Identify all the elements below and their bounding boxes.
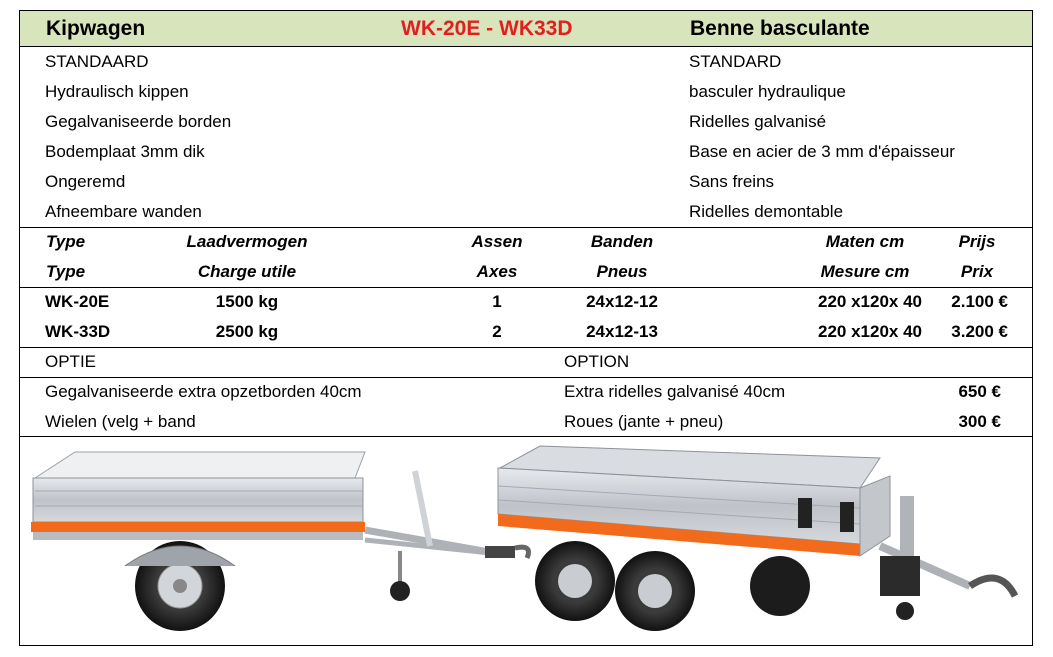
- divider: [20, 287, 1032, 288]
- divider: [20, 227, 1032, 228]
- header-bar: [20, 11, 1032, 47]
- row-type: WK-33D: [45, 322, 111, 341]
- standard-nl-4: Ongeremd: [45, 172, 126, 191]
- col-axles-nl: Assen: [471, 232, 523, 251]
- col-tyres-fr: Pneus: [596, 262, 648, 281]
- row-price: 3.200 €: [951, 322, 1008, 341]
- standard-nl-1: Hydraulisch kippen: [45, 82, 189, 101]
- row-load: 2500 kg: [215, 322, 279, 341]
- option-nl: Gegalvaniseerde extra opzetborden 40cm: [45, 382, 362, 401]
- standard-fr-0: STANDARD: [689, 52, 782, 71]
- row-tyres: 24x12-13: [586, 322, 658, 341]
- product-sheet: [19, 10, 1033, 646]
- row-price: 2.100 €: [951, 292, 1008, 311]
- product-photos: [20, 436, 1032, 646]
- col-dims-nl: Maten cm: [825, 232, 905, 251]
- col-type-nl: Type: [46, 232, 86, 251]
- option-fr: Extra ridelles galvanisé 40cm: [564, 382, 786, 401]
- col-dims-fr: Mesure cm: [820, 262, 910, 281]
- option-price: 300 €: [958, 412, 1001, 431]
- trailer-single-axle-image: [31, 452, 529, 631]
- option-heading-nl: OPTIE: [45, 352, 97, 371]
- divider: [20, 377, 1032, 378]
- col-load-nl: Laadvermogen: [186, 232, 308, 251]
- standard-nl-0: STANDAARD: [45, 52, 149, 71]
- row-load: 1500 kg: [215, 292, 279, 311]
- standard-nl-2: Gegalvaniseerde borden: [45, 112, 232, 131]
- standard-fr-2: Ridelles galvanisé: [689, 112, 827, 131]
- standard-nl-5: Afneembare wanden: [45, 202, 202, 221]
- title-dutch: Kipwagen: [46, 17, 146, 40]
- standard-fr-4: Sans freins: [689, 172, 775, 191]
- option-fr: Roues (jante + pneu): [564, 412, 724, 431]
- col-type-fr: Type: [46, 262, 86, 281]
- option-nl: Wielen (velg + band: [45, 412, 196, 431]
- title-models: WK-20E - WK33D: [401, 17, 573, 40]
- col-price-fr: Prix: [960, 262, 994, 281]
- option-price: 650 €: [958, 382, 1001, 401]
- col-tyres-nl: Banden: [590, 232, 654, 251]
- standard-nl-3: Bodemplaat 3mm dik: [45, 142, 205, 161]
- option-heading-fr: OPTION: [564, 352, 630, 371]
- title-french: Benne basculante: [690, 17, 870, 40]
- col-price-nl: Prijs: [958, 232, 996, 251]
- trailer-tandem-axle-image: [498, 446, 1015, 631]
- row-axles: 2: [492, 322, 502, 341]
- col-load-fr: Charge utile: [197, 262, 297, 281]
- standard-fr-1: basculer hydraulique: [689, 82, 846, 101]
- row-dims: 220 x120x 40: [818, 292, 922, 311]
- col-axles-fr: Axes: [476, 262, 518, 281]
- row-axles: 1: [492, 292, 502, 311]
- row-tyres: 24x12-12: [586, 292, 658, 311]
- row-type: WK-20E: [45, 292, 110, 311]
- row-dims: 220 x120x 40: [818, 322, 922, 341]
- standard-fr-5: Ridelles demontable: [689, 202, 844, 221]
- standard-fr-3: Base en acier de 3 mm d'épaisseur: [689, 142, 955, 161]
- divider: [20, 347, 1032, 348]
